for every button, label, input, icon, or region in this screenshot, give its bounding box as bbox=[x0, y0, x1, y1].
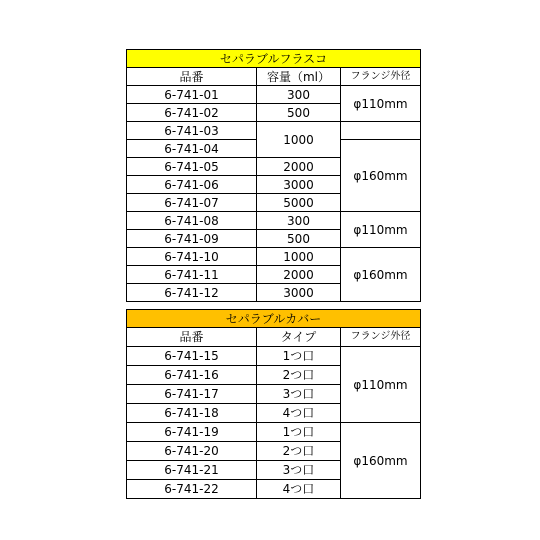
product-code: 6-741-12 bbox=[127, 284, 257, 302]
capacity: 500 bbox=[257, 104, 341, 122]
flange-empty bbox=[341, 122, 421, 140]
flange-diameter: φ110mm bbox=[341, 86, 421, 122]
capacity: 2000 bbox=[257, 266, 341, 284]
product-code: 6-741-03 bbox=[127, 122, 257, 140]
table-row bbox=[127, 212, 421, 230]
product-code: 6-741-20 bbox=[127, 442, 257, 461]
capacity: 500 bbox=[257, 230, 341, 248]
product-code: 6-741-08 bbox=[127, 212, 257, 230]
separable-flask-table bbox=[126, 49, 421, 302]
cover-type: 3つ口 bbox=[257, 461, 341, 480]
product-code: 6-741-18 bbox=[127, 404, 257, 423]
flask-title: セパラブルフラスコ bbox=[127, 50, 421, 68]
flask-title-row bbox=[127, 50, 421, 68]
capacity: 1000 bbox=[257, 122, 341, 158]
flange-diameter: φ110mm bbox=[341, 347, 421, 423]
cover-header-type: タイプ bbox=[257, 328, 341, 347]
cover-header-code: 品番 bbox=[127, 328, 257, 347]
capacity: 5000 bbox=[257, 194, 341, 212]
capacity: 3000 bbox=[257, 176, 341, 194]
cover-header-row bbox=[127, 328, 421, 347]
product-code: 6-741-19 bbox=[127, 423, 257, 442]
capacity: 3000 bbox=[257, 284, 341, 302]
cover-type: 2つ口 bbox=[257, 366, 341, 385]
flange-diameter: φ160mm bbox=[341, 248, 421, 302]
product-code: 6-741-22 bbox=[127, 480, 257, 499]
cover-title-row bbox=[127, 310, 421, 328]
flask-header-code: 品番 bbox=[127, 68, 257, 86]
table-row bbox=[127, 423, 421, 442]
product-code: 6-741-15 bbox=[127, 347, 257, 366]
product-code: 6-741-06 bbox=[127, 176, 257, 194]
product-code: 6-741-11 bbox=[127, 266, 257, 284]
cover-title: セパラブルカバー bbox=[127, 310, 421, 328]
product-code: 6-741-07 bbox=[127, 194, 257, 212]
flask-header-row bbox=[127, 68, 421, 86]
cover-header-flange: フランジ外径 bbox=[341, 328, 421, 347]
product-code: 6-741-02 bbox=[127, 104, 257, 122]
table-row bbox=[127, 86, 421, 104]
capacity: 1000 bbox=[257, 248, 341, 266]
capacity: 2000 bbox=[257, 158, 341, 176]
flange-diameter: φ110mm bbox=[341, 212, 421, 248]
cover-type: 1つ口 bbox=[257, 347, 341, 366]
separable-cover-table bbox=[126, 309, 421, 499]
product-code: 6-741-01 bbox=[127, 86, 257, 104]
cover-type: 4つ口 bbox=[257, 480, 341, 499]
flange-diameter: φ160mm bbox=[341, 423, 421, 499]
product-code: 6-741-05 bbox=[127, 158, 257, 176]
cover-type: 1つ口 bbox=[257, 423, 341, 442]
table-row bbox=[127, 347, 421, 366]
cover-type: 4つ口 bbox=[257, 404, 341, 423]
cover-type: 3つ口 bbox=[257, 385, 341, 404]
table-row bbox=[127, 248, 421, 266]
product-code: 6-741-17 bbox=[127, 385, 257, 404]
product-code: 6-741-10 bbox=[127, 248, 257, 266]
product-code: 6-741-04 bbox=[127, 140, 257, 158]
flange-diameter: φ160mm bbox=[341, 140, 421, 212]
flask-header-flange: フランジ外径 bbox=[341, 68, 421, 86]
capacity: 300 bbox=[257, 86, 341, 104]
product-code: 6-741-21 bbox=[127, 461, 257, 480]
cover-type: 2つ口 bbox=[257, 442, 341, 461]
capacity: 300 bbox=[257, 212, 341, 230]
table-row bbox=[127, 122, 421, 140]
product-code: 6-741-16 bbox=[127, 366, 257, 385]
product-code: 6-741-09 bbox=[127, 230, 257, 248]
flask-header-capacity: 容量（ml） bbox=[257, 68, 341, 86]
